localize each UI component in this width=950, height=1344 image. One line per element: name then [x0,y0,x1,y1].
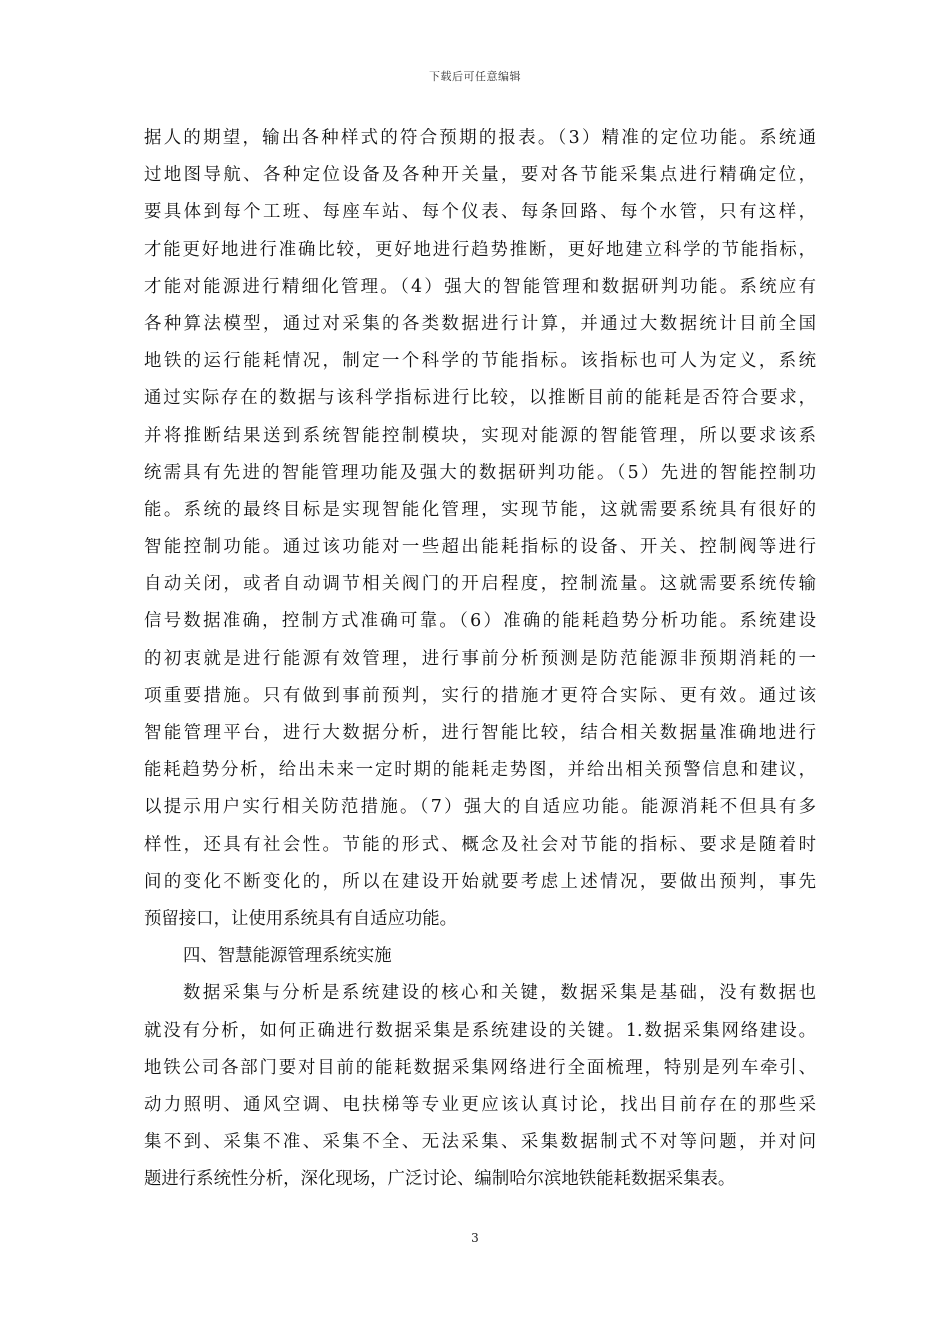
page-header: 下载后可任意编辑 [429,70,521,83]
text-line: 要具体到每个工班、每座车站、每个仪表、每条回路、每个水管，只有这样， [144,202,816,223]
text-line: 地铁的运行能耗情况，制定一个科学的节能指标。该指标也可人为定义，系统 [144,351,816,372]
text-line: 预留接口，让使用系统具有自适应功能。 [144,908,458,929]
text-line: 的初衷就是进行能源有效管理，进行事前分析预测是防范能源非预期消耗的一 [144,648,816,669]
page-number: 3 [471,1231,479,1245]
text-line: 动力照明、通风空调、电扶梯等专业更应该认真讨论，找出目前存在的那些采 [144,1094,816,1115]
text-line: 以提示用户实行相关防范措施。（7）强大的自适应功能。能源消耗不但具有多 [144,797,816,818]
document-body [144,120,816,1198]
section-heading: 四、智慧能源管理系统实施 [183,946,392,967]
text-line: 信号数据准确，控制方式准确可靠。（6）准确的能耗趋势分析功能。系统建设 [144,611,816,632]
text-line: 通过实际存在的数据与该科学指标进行比较，以推断目前的能耗是否符合要求， [144,388,816,409]
text-line: 才能更好地进行准确比较，更好地进行趋势推断，更好地建立科学的节能指标， [144,239,816,260]
text-line: 据人的期望，输出各种样式的符合预期的报表。（3）精准的定位功能。系统通 [144,128,816,148]
text-line: 各种算法模型，通过对采集的各类数据进行计算，并通过大数据统计目前全国 [144,313,816,334]
text-line: 智能控制功能。通过该功能对一些超出能耗指标的设备、开关、控制阀等进行 [144,537,816,558]
text-line: 样性，还具有社会性。节能的形式、概念及社会对节能的指标、要求是随着时 [144,834,816,855]
text-line: 能耗趋势分析，给出未来一定时期的能耗走势图，并给出相关预警信息和建议， [144,760,816,781]
paragraph-implementation [144,975,816,1198]
text-line: 统需具有先进的智能管理功能及强大的数据研判功能。（5）先进的智能控制功 [144,462,816,483]
text-line: 能。系统的最终目标是实现智能化管理，实现节能，这就需要系统具有很好的 [144,499,816,520]
text-line: 集不到、采集不准、采集不全、无法采集、采集数据制式不对等问题，并对问 [144,1132,816,1153]
text-line: 地铁公司各部门要对目前的能耗数据采集网络进行全面梳理，特别是列车牵引、 [144,1057,816,1078]
text-line: 就没有分析，如何正确进行数据采集是系统建设的关键。1.数据采集网络建设。 [144,1020,816,1041]
text-line: 项重要措施。只有做到事前预判，实行的措施才更符合实际、更有效。通过该 [144,685,816,706]
text-line: 才能对能源进行精细化管理。（4）强大的智能管理和数据研判功能。系统应有 [144,276,816,297]
text-line: 过地图导航、各种定位设备及各种开关量，要对各节能采集点进行精确定位， [144,165,816,186]
paragraph-functions [144,120,816,938]
text-line: 并将推断结果送到系统智能控制模块，实现对能源的智能管理，所以要求该系 [144,425,816,446]
text-line: 题进行系统性分析，深化现场，广泛讨论、编制哈尔滨地铁能耗数据采集表。 [144,1169,736,1190]
text-line: 间的变化不断变化的，所以在建设开始就要考虑上述情况，要做出预判，事先 [144,871,816,892]
text-line: 智能管理平台，进行大数据分析，进行智能比较，结合相关数据量准确地进行 [144,723,816,743]
text-line: 数据采集与分析是系统建设的核心和关键，数据采集是基础，没有数据也 [183,983,816,1004]
text-line: 自动关闭，或者自动调节相关阀门的开启程度，控制流量。这就需要系统传输 [144,574,816,595]
